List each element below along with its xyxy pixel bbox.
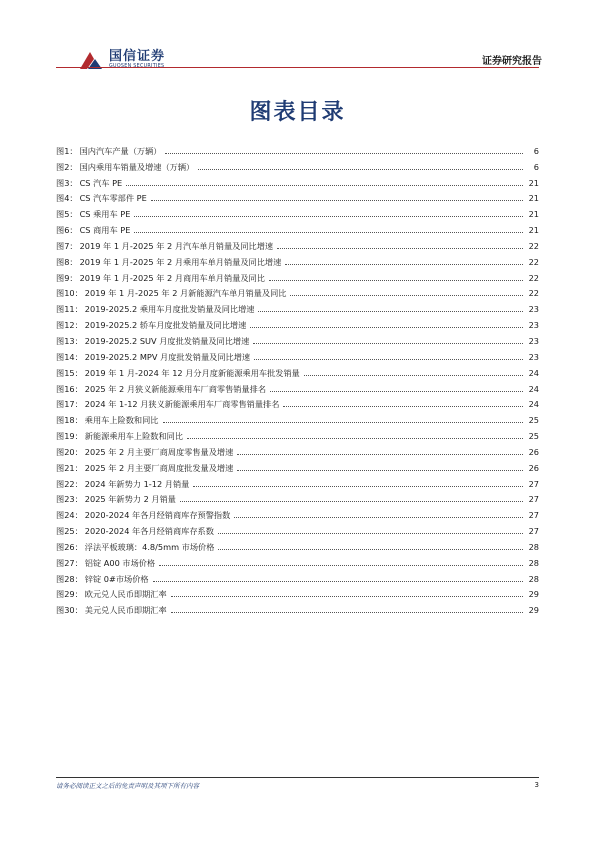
toc-entry[interactable] <box>56 140 539 156</box>
toc-page-number: 6 <box>533 161 539 172</box>
toc-dot-leader <box>198 169 523 170</box>
toc-entry[interactable] <box>56 267 539 283</box>
toc-figure-number: 图25： <box>56 526 83 537</box>
toc-figure-number: 图16： <box>56 383 83 394</box>
toc-dot-leader <box>258 311 523 312</box>
toc-page-number: 22 <box>528 256 539 267</box>
toc-figure-title: CS 汽车零部件 PE <box>79 193 147 204</box>
toc-figure-number: 图19： <box>56 431 83 442</box>
toc-entry[interactable] <box>56 298 539 314</box>
toc-page-number: 6 <box>533 145 539 156</box>
toc-dot-leader <box>237 454 523 455</box>
toc-figure-title: 2019-2025.2 轿车月度批发销量及同比增速 <box>84 320 247 331</box>
toc-page-number: 25 <box>528 415 539 426</box>
toc-figure-title: 2019 年 1 月-2025 年 2 月乘用车单月销量及同比增速 <box>79 256 282 267</box>
logo-chinese-name: 国信证券 <box>109 49 166 64</box>
toc-figure-title: 美元兑人民币即期汇率 <box>84 605 167 616</box>
toc-figure-number: 图2： <box>56 161 78 172</box>
toc-page-number: 25 <box>528 431 539 442</box>
toc-page-number: 29 <box>528 589 539 600</box>
toc-dot-leader <box>218 533 523 534</box>
toc-dot-leader <box>218 549 523 550</box>
toc-entry[interactable] <box>56 156 539 172</box>
logo-english-name: GUOSEN SECURITIES <box>109 64 165 69</box>
toc-dot-leader <box>234 517 523 518</box>
toc-dot-leader <box>163 422 524 423</box>
toc-entry[interactable] <box>56 441 539 457</box>
toc-entry[interactable] <box>56 283 539 299</box>
toc-figure-title: CS 商用车 PE <box>79 225 131 236</box>
toc-page-number: 24 <box>528 399 539 410</box>
toc-figure-title: 国内乘用车销量及增速（万辆） <box>79 161 195 172</box>
toc-dot-leader <box>283 406 523 407</box>
page-title: 图表目录 <box>249 100 346 125</box>
toc-figure-title: 2025 年新势力 2 月销量 <box>84 494 176 505</box>
toc-page-number: 27 <box>528 494 539 505</box>
toc-dot-leader <box>277 248 523 249</box>
toc-entry[interactable] <box>56 536 539 552</box>
toc-entry[interactable] <box>56 188 539 204</box>
toc-figure-number: 图28： <box>56 573 83 584</box>
toc-entry[interactable] <box>56 599 539 615</box>
toc-dot-leader <box>290 295 523 296</box>
guosen-logo <box>78 46 198 74</box>
toc-figure-number: 图7： <box>56 240 78 251</box>
toc-figure-number: 图12： <box>56 320 83 331</box>
toc-dot-leader <box>187 438 523 439</box>
toc-page-number: 26 <box>528 462 539 473</box>
toc-dot-leader <box>270 391 523 392</box>
toc-figure-number: 图18： <box>56 415 83 426</box>
toc-figure-number: 图11： <box>56 304 83 315</box>
toc-figure-number: 图5： <box>56 209 78 220</box>
toc-figure-number: 图24： <box>56 510 83 521</box>
toc-entry[interactable] <box>56 203 539 219</box>
toc-page-number: 27 <box>528 510 539 521</box>
toc-figure-title: 2019-2025.2 MPV 月度批发销量及同比增速 <box>84 351 251 362</box>
toc-figure-title: 锌锭 0#市场价格 <box>84 573 149 584</box>
toc-dot-leader <box>180 501 523 502</box>
toc-page-number: 28 <box>528 557 539 568</box>
toc-page-number: 23 <box>528 335 539 346</box>
toc-entry[interactable] <box>56 552 539 568</box>
toc-dot-leader <box>254 359 523 360</box>
toc-figure-number: 图14： <box>56 351 83 362</box>
toc-figure-number: 图3： <box>56 177 78 188</box>
toc-entry[interactable] <box>56 504 539 520</box>
toc-figure-title: 2019 年 1 月-2024 年 12 月分月度新能源乘用车批发销量 <box>84 367 300 378</box>
toc-entry[interactable] <box>56 378 539 394</box>
toc-page-number: 28 <box>528 573 539 584</box>
toc-entry[interactable] <box>56 330 539 346</box>
toc-dot-leader <box>159 565 523 566</box>
toc-entry[interactable] <box>56 409 539 425</box>
toc-figure-number: 图9： <box>56 272 78 283</box>
toc-page-number: 21 <box>528 177 539 188</box>
toc-dot-leader <box>134 232 523 233</box>
toc-page-number: 22 <box>528 240 539 251</box>
toc-dot-leader <box>253 343 523 344</box>
toc-dot-leader <box>165 153 523 154</box>
header-divider <box>56 67 539 68</box>
toc-figure-title: 2019 年 1 月-2025 年 2 月汽车单月销量及同比增速 <box>79 240 274 251</box>
toc-entry[interactable] <box>56 346 539 362</box>
report-type-label: 证券研究报告 <box>482 56 542 67</box>
toc-entry[interactable] <box>56 473 539 489</box>
toc-figure-title: 2025 年 2 月狭义新能源乘用车厂商零售销量排名 <box>84 383 267 394</box>
toc-figure-title: 欧元兑人民币即期汇率 <box>84 589 167 600</box>
toc-figure-title: 铝锭 A00 市场价格 <box>84 557 156 568</box>
toc-dot-leader <box>304 375 523 376</box>
toc-figure-title: 2025 年 2 月主要厂商周度零售量及增速 <box>84 446 234 457</box>
toc-figure-title: CS 乘用车 PE <box>79 209 131 220</box>
toc-page-number: 24 <box>528 367 539 378</box>
toc-dot-leader <box>285 264 523 265</box>
toc-dot-leader <box>250 327 523 328</box>
toc-entry[interactable] <box>56 251 539 267</box>
toc-entry[interactable] <box>56 457 539 473</box>
toc-entry[interactable] <box>56 568 539 584</box>
toc-dot-leader <box>193 486 523 487</box>
toc-figure-number: 图1： <box>56 145 78 156</box>
toc-figure-number: 图30： <box>56 605 83 616</box>
toc-entry[interactable] <box>56 219 539 235</box>
toc-figure-title: CS 汽车 PE <box>79 177 123 188</box>
toc-dot-leader <box>151 200 523 201</box>
toc-page-number: 22 <box>528 288 539 299</box>
toc-dot-leader <box>126 185 523 186</box>
figure-table-of-contents <box>56 140 539 615</box>
toc-figure-title: 2024 年 1-12 月狭义新能源乘用车厂商零售销量排名 <box>84 399 280 410</box>
toc-figure-title: 新能源乘用车上险数和同比 <box>84 431 184 442</box>
footer-disclaimer: 请务必阅读正文之后的免责声明及其项下所有内容 <box>56 782 199 790</box>
toc-dot-leader <box>171 612 523 613</box>
toc-figure-number: 图23： <box>56 494 83 505</box>
toc-entry[interactable] <box>56 520 539 536</box>
toc-dot-leader <box>153 581 523 582</box>
toc-page-number: 26 <box>528 446 539 457</box>
toc-page-number: 23 <box>528 304 539 315</box>
toc-figure-number: 图15： <box>56 367 83 378</box>
toc-figure-number: 图10： <box>56 288 83 299</box>
toc-figure-number: 图17： <box>56 399 83 410</box>
toc-figure-number: 图21： <box>56 462 83 473</box>
toc-entry[interactable] <box>56 172 539 188</box>
toc-page-number: 27 <box>528 526 539 537</box>
toc-dot-leader <box>134 216 523 217</box>
toc-figure-number: 图13： <box>56 335 83 346</box>
toc-dot-leader <box>171 596 523 597</box>
toc-entry[interactable] <box>56 394 539 410</box>
toc-figure-title: 2019-2025.2 乘用车月度批发销量及同比增速 <box>84 304 255 315</box>
page-header <box>0 0 595 70</box>
toc-page-number: 23 <box>528 320 539 331</box>
toc-figure-title: 国内汽车产量（万辆） <box>79 145 162 156</box>
toc-figure-title: 2020-2024 年各月经销商库存预警指数 <box>84 510 231 521</box>
toc-entry[interactable] <box>56 489 539 505</box>
toc-page-number: 27 <box>528 478 539 489</box>
toc-entry[interactable] <box>56 584 539 600</box>
toc-entry[interactable] <box>56 235 539 251</box>
toc-page-number: 29 <box>528 605 539 616</box>
toc-dot-leader <box>237 470 523 471</box>
toc-dot-leader <box>269 280 523 281</box>
toc-figure-number: 图20： <box>56 446 83 457</box>
toc-figure-title: 2025 年 2 月主要厂商周度批发量及增速 <box>84 462 234 473</box>
toc-entry[interactable] <box>56 362 539 378</box>
toc-page-number: 21 <box>528 209 539 220</box>
toc-entry[interactable] <box>56 425 539 441</box>
toc-figure-title: 浮法平板玻璃：4.8/5mm 市场价格 <box>84 541 215 552</box>
toc-figure-title: 2024 年新势力 1-12 月销量 <box>84 478 190 489</box>
toc-page-number: 21 <box>528 193 539 204</box>
toc-figure-number: 图29： <box>56 589 83 600</box>
page-number: 3 <box>534 781 539 789</box>
toc-page-number: 21 <box>528 225 539 236</box>
toc-figure-title: 乘用车上险数和同比 <box>84 415 159 426</box>
toc-figure-number: 图4： <box>56 193 78 204</box>
toc-figure-number: 图26： <box>56 541 83 552</box>
toc-page-number: 28 <box>528 541 539 552</box>
toc-figure-title: 2019 年 1 月-2025 年 2 月新能源汽车单月销量及同比 <box>84 288 287 299</box>
toc-page-number: 24 <box>528 383 539 394</box>
toc-figure-title: 2019-2025.2 SUV 月度批发销量及同比增速 <box>84 335 250 346</box>
toc-figure-number: 图22： <box>56 478 83 489</box>
toc-figure-number: 图27： <box>56 557 83 568</box>
toc-figure-title: 2019 年 1 月-2025 年 2 月商用车单月销量及同比 <box>79 272 265 283</box>
toc-figure-title: 2020-2024 年各月经销商库存系数 <box>84 526 214 537</box>
toc-page-number: 22 <box>528 272 539 283</box>
toc-page-number: 23 <box>528 351 539 362</box>
footer-divider <box>56 777 539 778</box>
toc-figure-number: 图6： <box>56 225 78 236</box>
toc-entry[interactable] <box>56 314 539 330</box>
toc-figure-number: 图8： <box>56 256 78 267</box>
